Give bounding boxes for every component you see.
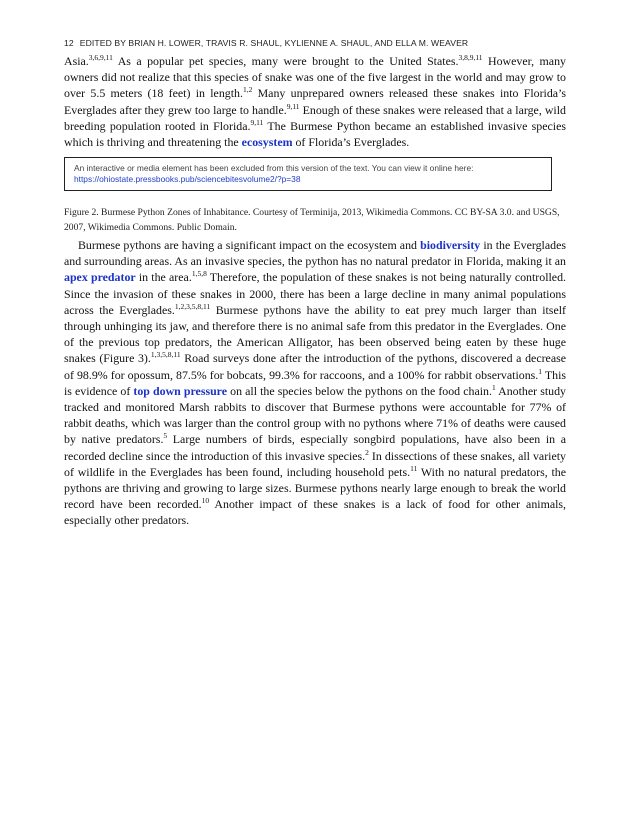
top-down-pressure-link[interactable]: top down pressure	[133, 383, 228, 398]
text-run: Asia.	[64, 54, 89, 68]
text-run: Enough of these snakes were released that a large, wild breeding population rooted in Florida.	[64, 102, 566, 133]
citation-superscript: 1	[538, 366, 543, 376]
text-run: However, many owners did not realize that this species of snake was one of the five largest in the world and may grow to over 5.5 meters (18 feet) in length.	[64, 54, 566, 101]
citation-superscript: 9,11	[250, 117, 264, 127]
figure-caption: Figure 2. Burmese Python Zones of Inhabitance. Courtesy of Terminija, 2013, Wikimedia Commons. CC BY-SA 3.0. and USGS, 2007, Wikimedia Commons. Public Domain.	[64, 207, 560, 234]
citation-superscript: 5	[163, 431, 168, 441]
text-run: Burmese pythons are having a significant impact on the ecosystem and	[78, 238, 421, 252]
text-run: With no natural predators, the pythons are thriving and growing to large sizes. Burmese pythons nearly large enough to break the world record have been recorded.	[64, 464, 566, 512]
citation-superscript: 2	[365, 447, 369, 457]
text-run: Large numbers of birds, especially songbird populations, have also been in a recorded decline since the introduction of this invasive species.	[64, 432, 566, 463]
apex-predator-link[interactable]: apex predator	[64, 270, 136, 285]
citation-superscript: 1,2,3,5,8,11	[174, 301, 211, 311]
citation-superscript: 3,8,9,11	[458, 53, 483, 62]
citation-superscript: 3,6,9,11	[88, 53, 113, 62]
citation-superscript: 1,3,5,8,11	[150, 350, 181, 360]
page-number: 12	[64, 38, 74, 48]
text-run: As a popular pet species, many were brought to the United States.	[112, 54, 459, 68]
text-run: Another impact of these snakes is a lack of food for other animals, especially other predators.	[64, 497, 566, 528]
embed-notice-text: An interactive or media element has been excluded from this version of the text. You can view it online here:	[74, 163, 474, 173]
embedded-media-notice	[64, 157, 552, 191]
text-run: on all the species below the pythons on the food chain.	[227, 383, 492, 398]
citation-superscript: 1,5,8	[191, 269, 207, 279]
running-head-authors: EDITED BY BRIAN H. LOWER, TRAVIS R. SHAUL, KYLIENNE A. SHAUL, AND ELLA M. WEAVER	[79, 38, 469, 48]
text-run: Therefore, the population of these snakes is not being naturally controlled. Since the invasion of these snakes in 2000, there has been a large decline in many animal populations across the Everglades.	[64, 270, 566, 317]
text-run: Burmese pythons have the ability to eat prey much larger than itself through unhinging its jaw, and therefore there is no animal safe from this predator in the Everglades. One of the previous top predators, the American Alligator, has been observed being eaten by these huge snakes (Figure 3).	[64, 302, 566, 366]
citation-superscript: 9,11	[286, 101, 300, 111]
text-run: The Burmese Python became an established invasive species which is thriving and threatening the	[64, 118, 566, 150]
citation-superscript: 1,2	[242, 85, 253, 95]
embed-url-link[interactable]: https://ohiostate.pressbooks.pub/sciencebitesvolume2/?p=38	[74, 174, 301, 184]
biodiversity-link[interactable]: biodiversity	[420, 238, 481, 252]
text-run: This is evidence of	[64, 367, 567, 398]
text-run: in the Everglades and surrounding areas. As an invasive species, the python has no natural predator in Florida, making it an	[64, 238, 566, 269]
citation-superscript: 11	[410, 463, 418, 473]
citation-superscript: 10	[201, 496, 210, 506]
text-run: Another study tracked and monitored Marsh rabbits to discover that Burmese pythons were accountable for 77% of rabbit deaths, which was larger than the control group with no pythons where 71% of deaths were caused by native predators.	[64, 383, 566, 447]
text-run: in the area.	[135, 270, 192, 285]
text-run: of Florida’s Everglades.	[292, 135, 410, 150]
citation-superscript: 1	[491, 382, 496, 392]
body-paragraph-1	[64, 53, 566, 150]
text-run: Road surveys done after the introduction of the pythons, discovered a decrease of 98.9% for opossum, 87.5% for bobcats, 99.3% for raccoons, and a 100% for rabbit observations.	[64, 351, 567, 382]
body-paragraph-2	[64, 237, 566, 529]
text-run: Many unprepared owners released these snakes into Florida’s Everglades after they grew too large to handle.	[64, 86, 566, 117]
text-run: In dissections of these snakes, all variety of wildlife in the Everglades has been found, including household pets.	[64, 448, 566, 479]
running-header	[64, 38, 468, 48]
ecosystem-link[interactable]: ecosystem	[241, 135, 293, 150]
